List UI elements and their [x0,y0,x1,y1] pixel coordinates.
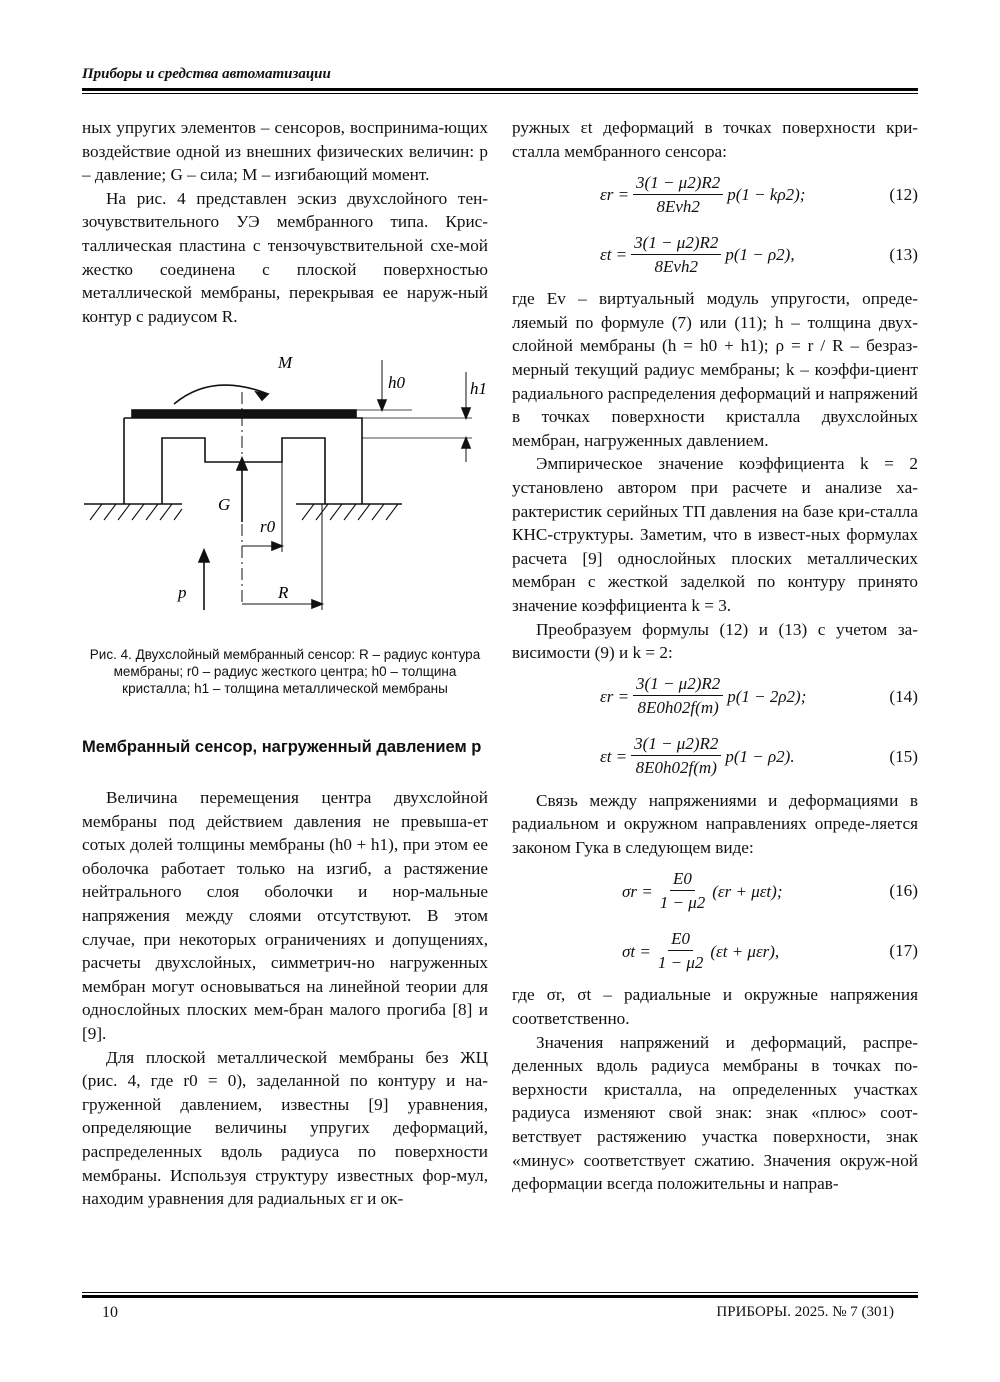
paragraph: Для плоской металлической мембраны без ЖЦ (рис. 4, где r0 = 0), заделанной по контуру и на-груженной давлением, известны [9] уравнения, определяющие величины упругих деформаций, распределенных вдоль радиуса по поверхности мембраны. Используя структуру известных фор-мул, находим уравнения для радиальных εr и ок- [82,1047,488,1209]
label-R: R [278,583,289,602]
eq-denominator: 1 − μ2 [657,952,704,972]
label-h0: h0 [388,373,405,392]
equation-13 [512,227,918,283]
label-h1: h1 [470,379,487,398]
paragraph: Эмпирическое значение коэффициента k = 2 установлено автором при расчете и анализе ха-рактеристик серийных ТП давления на базе кри-сталла КНС-структуры. Заметим, что в извест-ных формулах расчета [9] однослойных плоских металлических мембран с жесткой заделкой по контуру принято значение коэффициента k = 3. [512,454,918,615]
label-G: G [218,495,231,514]
right-column [512,116,918,1196]
eq-numerator: 3(1 − μ2)R2 [631,733,721,756]
paragraph: ружных εt деформаций в точках поверхности кри-сталла мембранного сенсора: [512,118,918,161]
footer-rule-thick [82,1295,918,1298]
header-rule-thin [82,93,918,94]
equation-15 [512,729,918,785]
section-title: Мембранный сенсор, нагруженный давлением p [82,738,482,756]
left-column-lower [82,786,488,1211]
paragraph: Величина перемещения центра двухслойной мембраны под действием давления не превыша-ет сотых долей толщины мембраны (h0 + h1), при этом ее оболочка работает только на изгиб, а растяжение нейтрального слоя оболочки и нор-мальные напряжения между слоями отсутствуют. В этом случае, при некоторых ограничениях и допущениях, расчеты двухслойных, симметрич-но нагруженных мембран могут основываться на линейной теории для однослойных плоских мем-бран малого прогиба [8] и [9]. [82,788,488,1043]
paragraph: Значения напряжений и деформаций, распре-деленных вдоль радиуса мембраны в точках по-верхности кристалла, на определенных участках радиуса изменяют свой знак: знак «плюс» соот-ветствует растяжению участка поверхности, знак «минус» соответствует сжатию. Значения окруж-ной деформации всегда положительны и направ- [512,1032,918,1194]
eq-lhs: εt = [600,746,628,766]
eq-rhs: (εr + μεt); [712,881,783,901]
eq-rhs: p(1 − ρ2). [725,746,795,766]
moment-arc [174,385,268,404]
figure-membrane-sensor [82,352,488,642]
paragraph: На рис. 4 представлен эскиз двухслойного тен-зочувствительного УЭ мембранного типа. Крис-таллическая пластина с тензочувствительной схе-мой жестко соединена с плоской поверхностью металлической мембраны, перекрывая ее наруж-ный контур с радиусом R. [82,188,488,326]
eq-rhs: p(1 − kρ2); [727,185,806,205]
eq-numerator: 3(1 − μ2)R2 [633,172,723,195]
paragraph: где Ev – виртуальный модуль упругости, опреде-ляемый по формуле (7) или (11); h – толщина двух-слойной мембраны (h = h0 + h1); ρ = r / R – безраз-мерный текущий радиус мембраны; k – коэффи-циент радиального распределения деформаций и напряжений в точках поверхности кристалла двухслойных мембран, нагруженных давлением. [512,289,918,450]
left-column [82,116,488,328]
eq-lhs: εt = [600,245,628,265]
label-p: p [178,583,187,602]
eq-lhs: εr = [600,185,630,205]
running-title: Приборы и средства автоматизации [82,66,331,82]
eq-numerator: E0 [668,928,693,951]
eq-numerator: 3(1 − μ2)R2 [633,673,723,696]
eq-rhs: (εt + μεr), [710,941,780,961]
equation-number: (12) [889,185,918,205]
equation-12 [512,167,918,223]
equation-16 [512,863,918,919]
paragraph: Преобразуем формулы (12) и (13) с учетом за-висимости (9) и k = 2: [512,619,918,663]
equation-number: (14) [889,686,918,706]
footer-rule [82,1292,918,1293]
eq-lhs: σt = [622,941,651,961]
paragraph: где σr, σt – радиальные и окружные напряжения соответственно. [512,985,918,1029]
eq-lhs: εr = [600,686,630,706]
paragraph: Связь между напряжениями и деформациями в радиальном и окружном направлениях опреде-ляется законом Гука в следующем виде: [512,790,918,857]
eq-numerator: 3(1 − μ2)R2 [631,232,721,255]
journal-issue: ПРИБОРЫ. 2025. № 7 (301) [716,1304,894,1320]
eq-denominator: 1 − μ2 [659,892,706,912]
page-number: 10 [102,1304,118,1321]
eq-rhs: p(1 − ρ2), [725,245,795,265]
crystal-plate [132,410,356,417]
eq-rhs: p(1 − 2ρ2); [727,686,807,706]
eq-numerator: E0 [670,868,695,891]
label-M: M [278,353,293,372]
label-r0: r0 [260,517,276,536]
equation-number: (15) [889,746,918,766]
figure-caption: Рис. 4. Двухслойный мембранный сенсор: R – радиус контура мембраны; r0 – радиус жесткого центра; h0 – толщина кристалла; h1 – толщина металлической мембраны [89,647,481,696]
membrane-inner [162,438,325,504]
header-rule [82,88,918,91]
membrane-diagram [82,352,488,642]
equation-number: (17) [889,941,918,961]
equation-number: (16) [889,881,918,901]
eq-denominator: 8Evh2 [656,196,700,216]
equation-number: (13) [889,245,918,265]
equation-17 [512,923,918,979]
paragraph: ных упругих элементов – сенсоров, воспринима-ющих воздействие одной из внешних физических величин: p – давление; G – сила; M – изгибающий момент. [82,118,488,185]
eq-denominator: 8E0h02f(m) [637,698,719,718]
eq-denominator: 8E0h02f(m) [635,758,717,778]
eq-denominator: 8Evh2 [654,256,698,276]
eq-lhs: σr = [622,881,653,901]
equation-14 [512,669,918,725]
